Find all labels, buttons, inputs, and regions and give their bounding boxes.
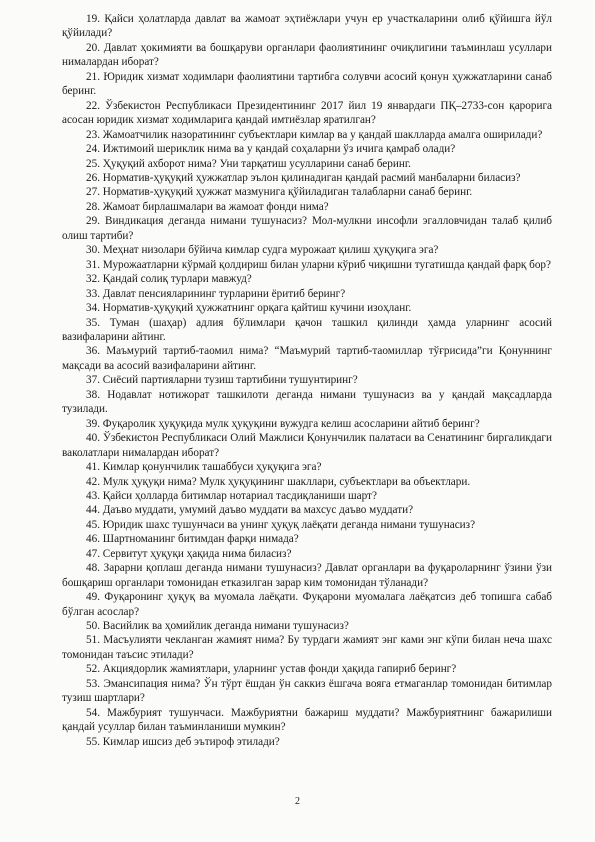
question-item: 33. Давлат пенсияларининг турларини ёритиб беринг?	[86, 287, 346, 300]
question-item: 39. Фуқаролик ҳуқуқида мулк ҳуқуқини вужудга келиш асосларини айтиб беринг?	[86, 417, 480, 430]
question-item: 47. Сервитут ҳуқуқи ҳақида нима биласиз?	[86, 547, 292, 560]
question-item: 35. Туман (шаҳар) адлия бўлимлари қачон ташкил қилинди ҳамда уларнинг асосий вазифаларини айтинг.	[62, 316, 552, 343]
question-item: 29. Виндикация деганда нимани тушунасиз? Мол-мулкни инсофли эгалловчидан талаб қилиб олиш тартиби?	[62, 215, 552, 242]
question-item: 36. Маъмурий тартиб-таомил нима? “Маъмурий тартиб-таомиллар тўғрисида”ги Қонуннинг мақсади ва асосий вазифаларини айтинг.	[62, 345, 552, 372]
question-item: 32. Қандай солиқ турлари мавжуд?	[86, 273, 252, 286]
question-item: 31. Мурожаатларни кўрмай қолдириш билан уларни кўриб чиқишни тугатишда қандай фарқ бор?	[86, 258, 551, 271]
question-item: 34. Норматив-ҳуқуқий ҳужжатнинг орқага қайтиш кучини изоҳланг.	[86, 302, 412, 315]
question-item: 28. Жамоат бирлашмалари ва жамоат фонди нима?	[86, 200, 329, 213]
question-item: 51. Масъулияти чекланган жамият нима? Бу турдаги жамият энг ками энг кўпи билан неча шахс томонидан таъсис этилади?	[62, 634, 552, 661]
question-item: 23. Жамоатчилик назоратининг субъектлари кимлар ва у қандай шаклларда амалга оширилади?	[86, 128, 543, 141]
question-item: 43. Қайси ҳолларда битимлар нотариал тасдиқланиши шарт?	[86, 489, 377, 502]
question-item: 24. Ижтимоий шериклик нима ва у қандай соҳаларни ўз ичига қамраб олади?	[86, 143, 456, 156]
question-item: 41. Кимлар қонунчилик ташаббуси ҳуқуқига эга?	[86, 461, 322, 474]
question-item: 49. Фуқаронинг ҳуқуқ ва муомала лаёқати. Фуқарони муомалага лаёқатсиз деб топишга сабаб бўлган асослар?	[62, 591, 552, 618]
page-number: 2	[295, 796, 300, 807]
question-item: 45. Юридик шахс тушунчаси ва унинг ҳуқуқ лаёқати деганда нимани тушунасиз?	[86, 518, 476, 531]
question-item: 54. Мажбурият тушунчаси. Мажбуриятни бажариш муддати? Мажбуриятнинг бажарилиши қандай усуллар билан таъминланиши мумкин?	[62, 706, 552, 734]
question-item: 19. Қайси ҳолатларда давлат ва жамоат эҳтиёжлари учун ер участкаларини олиб қўйишга йўл қўйилади?	[62, 13, 552, 40]
question-item: 37. Сиёсий партияларни тузиш тартибини тушунтиринг?	[86, 374, 358, 387]
question-item: 50. Васийлик ва ҳомийлик деганда нимани тушунасиз?	[86, 620, 349, 633]
question-item: 21. Юридик хизмат ходимлари фаолиятини тартибга солувчи асосий қонун ҳужжатларини санаб беринг.	[62, 70, 552, 98]
question-item: 52. Акциядорлик жамиятлари, уларнинг устав фонди ҳақида гапириб беринг?	[86, 663, 457, 676]
question-item: 42. Мулк ҳуқуқи нима? Мулк ҳуқуқининг шакллари, субъектлари ва объектлари.	[86, 475, 471, 488]
question-item: 26. Норматив-ҳуқуқий ҳужжатлар эълон қилинадиган қандай расмий манбаларни биласиз?	[86, 171, 521, 184]
question-item: 55. Кимлар ишсиз деб эътироф этилади?	[86, 735, 280, 748]
question-list	[62, 12, 552, 749]
question-item: 44. Даъво муддати, умумий даъво муддати ва махсус даъво муддати?	[86, 504, 414, 517]
question-item: 53. Эмансипация нима? Ўн тўрт ёшдан ўн саккиз ёшгача вояга етмаганлар томонидан битимлар тузиш шартлари?	[62, 677, 552, 705]
question-item: 38. Нодавлат нотижорат ташкилоти деганда нимани тушунасиз ва у қандай мақсадларда тузилади.	[62, 388, 552, 416]
question-item: 25. Ҳуқуқий ахборот нима? Уни тарқатиш усулларини санаб беринг.	[86, 157, 411, 170]
question-item: 27. Норматив-ҳуқуқий ҳужжат мазмунига қўйиладиган талабларни санаб беринг.	[86, 186, 473, 199]
question-item: 46. Шартноманинг битимдан фарқи нимада?	[86, 533, 299, 546]
question-item: 20. Давлат ҳокимияти ва бошқаруви органлари фаолиятининг очиқлигини таъминлаш усуллари нималардан иборат?	[62, 41, 552, 69]
question-item: 48. Зарарни қоплаш деганда нимани тушунасиз? Давлат органлари ва фуқароларнинг ўзини ўзи бошқариш органлари томонидан етказилган зарар ким томонидан тўланади?	[62, 562, 552, 589]
question-item: 40. Ўзбекистон Республикаси Олий Мажлиси Қонунчилик палатаси ва Сенатининг биргаликдаги ваколатлари нималардан иборат?	[62, 432, 552, 459]
question-item: 30. Меҳнат низолари бўйича кимлар судга мурожаат қилиш ҳуқуқига эга?	[86, 244, 439, 257]
question-item: 22. Ўзбекистон Республикаси Президентининг 2017 йил 19 январдаги ПҚ–2733-сон қарорига асосан юридик хизмат ходимларига қандай имтиёзлар яратилган?	[62, 99, 552, 127]
